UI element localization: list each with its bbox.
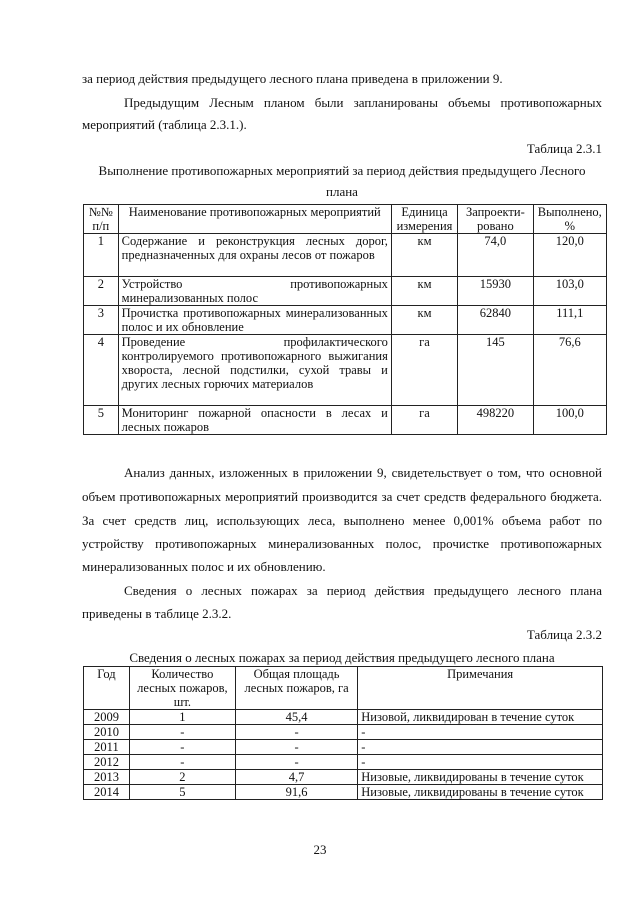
paragraph-previous-plan-line2: мероприятий (таблица 2.3.1.). <box>82 117 247 132</box>
table-1-label: Таблица 2.3.1 <box>526 141 602 156</box>
column-header-planned: Запроекти-ровано <box>458 205 533 234</box>
cell-year: 2009 <box>84 710 130 725</box>
cell-done: 120,0 <box>533 234 606 277</box>
table-row <box>84 740 603 755</box>
cell-done: 100,0 <box>533 406 606 435</box>
table-2-title: Сведения о лесных пожарах за период действия предыдущего лесного плана <box>129 650 555 665</box>
column-header-area: Общая площадь лесных пожаров, га <box>235 667 357 710</box>
table-1-title-line2: плана <box>326 184 358 199</box>
table-row <box>84 755 603 770</box>
cell-area: - <box>235 725 357 740</box>
analysis-line4: устройству противопожарных минерализованных полос, прочистке противопожарных <box>82 536 602 551</box>
cell-year: 2011 <box>84 740 130 755</box>
paragraph-continuation: за период действия предыдущего лесного плана приведена в приложении 9. <box>82 71 503 86</box>
table-row <box>84 725 603 740</box>
cell-unit: км <box>391 234 457 277</box>
cell-name: Проведение профилактического контролируемого противопожарного выжигания хвороста, лесной подстилки, сухой травы и других лесных горючих материалов <box>118 335 391 406</box>
cell-notes: - <box>358 725 603 740</box>
cell-count: - <box>129 755 235 770</box>
analysis-line5: минерализованных полос и их обновлению. <box>82 559 326 574</box>
cell-year: 2012 <box>84 755 130 770</box>
cell-notes: Низовой, ликвидирован в течение суток <box>358 710 603 725</box>
analysis-line3: За счет средств лиц, использующих леса, выполнено менее 0,001% объема работ по <box>82 513 602 528</box>
column-header-done: Выполнено, % <box>533 205 606 234</box>
cell-area: - <box>235 740 357 755</box>
cell-area: 91,6 <box>235 785 357 800</box>
cell-count: 2 <box>129 770 235 785</box>
column-header-notes: Примечания <box>358 667 603 710</box>
cell-planned: 74,0 <box>458 234 533 277</box>
cell-notes: Низовые, ликвидированы в течение суток <box>358 770 603 785</box>
analysis-line1: Анализ данных, изложенных в приложении 9, свидетельствует о том, что основной <box>124 465 602 480</box>
table-row <box>84 710 603 725</box>
cell-done: 103,0 <box>533 277 606 306</box>
table-1-title-line1: Выполнение противопожарных мероприятий за период действия предыдущего Лесного <box>98 163 586 178</box>
cell-unit: га <box>391 335 457 406</box>
column-header-count: Количество лесных пожаров, шт. <box>129 667 235 710</box>
fires-info-line1: Сведения о лесных пожарах за период действия предыдущего лесного плана <box>124 583 602 598</box>
paragraph-previous-plan-line1: Предыдущим Лесным планом были запланированы объемы противопожарных <box>124 95 602 110</box>
cell-count: 5 <box>129 785 235 800</box>
cell-area: 4,7 <box>235 770 357 785</box>
cell-planned: 498220 <box>458 406 533 435</box>
cell-notes: - <box>358 740 603 755</box>
cell-done: 76,6 <box>533 335 606 406</box>
cell-unit: га <box>391 406 457 435</box>
table-row <box>84 406 607 435</box>
table-row <box>84 785 603 800</box>
cell-count: 1 <box>129 710 235 725</box>
table-fire-prevention <box>83 204 607 435</box>
analysis-line2: объем противопожарных мероприятий производится за счет средств федерального бюджета. <box>82 489 602 504</box>
cell-count: - <box>129 725 235 740</box>
column-header-name: Наименование противопожарных мероприятий <box>118 205 391 234</box>
cell-name: Мониторинг пожарной опасности в лесах и лесных пожаров <box>118 406 391 435</box>
table-header-row <box>84 667 603 710</box>
table-forest-fires <box>83 666 603 800</box>
table-row <box>84 234 607 277</box>
cell-area: 45,4 <box>235 710 357 725</box>
table-row <box>84 277 607 306</box>
cell-name: Содержание и реконструкция лесных дорог, предназначенных для охраны лесов от пожаров <box>118 234 391 277</box>
table-row <box>84 335 607 406</box>
cell-count: - <box>129 740 235 755</box>
cell-notes: - <box>358 755 603 770</box>
cell-planned: 145 <box>458 335 533 406</box>
cell-name: Прочистка противопожарных минерализованных полос и их обновление <box>118 306 391 335</box>
page-number: 23 <box>313 842 327 857</box>
table-header-row <box>84 205 607 234</box>
fires-info-line2: приведены в таблице 2.3.2. <box>82 606 232 621</box>
cell-number: 2 <box>84 277 119 306</box>
cell-number: 3 <box>84 306 119 335</box>
cell-notes: Низовые, ликвидированы в течение суток <box>358 785 603 800</box>
cell-number: 4 <box>84 335 119 406</box>
cell-unit: км <box>391 277 457 306</box>
cell-name: Устройство противопожарных минерализованных полос <box>118 277 391 306</box>
column-header-year: Год <box>84 667 130 710</box>
cell-area: - <box>235 755 357 770</box>
cell-year: 2010 <box>84 725 130 740</box>
cell-planned: 15930 <box>458 277 533 306</box>
cell-number: 1 <box>84 234 119 277</box>
cell-year: 2014 <box>84 785 130 800</box>
column-header-number: №№ п/п <box>84 205 119 234</box>
cell-number: 5 <box>84 406 119 435</box>
cell-unit: км <box>391 306 457 335</box>
table-row <box>84 770 603 785</box>
cell-planned: 62840 <box>458 306 533 335</box>
column-header-unit: Единица измерения <box>391 205 457 234</box>
table-2-label: Таблица 2.3.2 <box>526 627 602 642</box>
cell-done: 111,1 <box>533 306 606 335</box>
table-row <box>84 306 607 335</box>
cell-year: 2013 <box>84 770 130 785</box>
